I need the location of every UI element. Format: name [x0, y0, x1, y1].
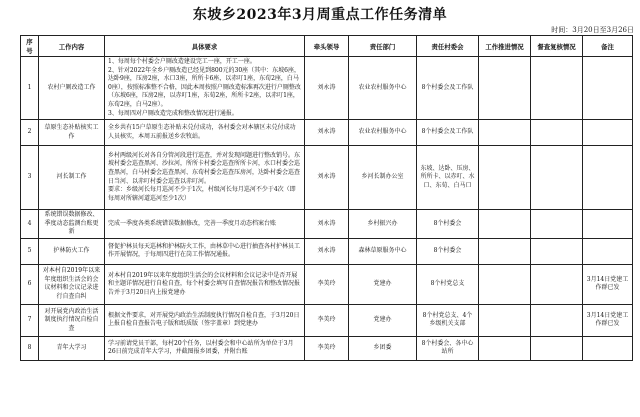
cell-remark: [583, 336, 633, 360]
requirement-line: 3、每周四对户厕改造完成和整改情况进行通报。: [108, 109, 238, 117]
cell-supervision: [531, 304, 583, 336]
cell-no: 2: [21, 120, 39, 146]
cell-content: 系统错误数据修改、季度动态监测台账更新: [39, 210, 105, 239]
cell-village: 8个村委会: [417, 210, 479, 239]
cell-dept: 农业农村服务中心: [349, 120, 417, 146]
cell-village: 8个村党总支: [417, 264, 479, 304]
requirement-line: 督促护林员每天巡林和护林防火工作，由林草中心进行抽查各村护林员工作开展情况，于每周四进行在岗工作情况通报。: [108, 242, 301, 259]
cell-village: 8个村委会: [417, 238, 479, 264]
cell-content: 草原生态补贴核实工作: [39, 120, 105, 146]
document-title: 东坡乡2023年3月周重点工作任务清单: [192, 7, 448, 23]
cell-progress: [479, 120, 531, 146]
header-supervision: 督查复核情况: [531, 36, 583, 57]
cell-requirement: [105, 336, 305, 360]
table-header-row: [21, 36, 633, 57]
cell-no: 8: [21, 336, 39, 360]
header-content: 工作内容: [39, 36, 105, 57]
table-row: [21, 57, 633, 120]
cell-supervision: [531, 210, 583, 239]
requirement-line: 全乡共有15户草原生态补贴未兑付成功，各村委会对本辖区未兑付成功人员核实，本周五前报送乡农牧站。: [108, 124, 296, 140]
cell-dept: 党建办: [349, 304, 417, 336]
cell-supervision: [531, 238, 583, 264]
cell-no: 5: [21, 238, 39, 264]
cell-no: 4: [21, 210, 39, 239]
header-leader: 牵头领导: [305, 36, 349, 57]
table-row: [21, 336, 633, 360]
cell-content: 河长制工作: [39, 146, 105, 210]
header-village: 责任村委会: [417, 36, 479, 57]
cell-content: 青年大学习: [39, 336, 105, 360]
cell-dept: 农业农村服务中心: [349, 57, 417, 120]
cell-progress: [479, 57, 531, 120]
table-row: [21, 238, 633, 264]
cell-remark: [583, 120, 633, 146]
cell-village: 东坡、达卧、压房、所所卡、以赤叮、水口、东荀、白马口: [417, 146, 479, 210]
cell-requirement: [105, 57, 305, 120]
header-progress: 工作推进情况: [479, 36, 531, 57]
cell-content: 农村户厕改造工作: [39, 57, 105, 120]
cell-leader: 李美玲: [305, 304, 349, 336]
cell-remark: [583, 57, 633, 120]
table-row: [21, 264, 633, 304]
cell-leader: 李美玲: [305, 336, 349, 360]
cell-dept: 森林草原服务中心: [349, 238, 417, 264]
header-remark: 备注: [583, 36, 633, 57]
cell-progress: [479, 210, 531, 239]
requirement-line: 对本村自2019年以来年度组织生活会的会议材料和会议记录中是否开展和主题详情况进行自检自查，每个村委会填写自查情况报告和整改情况报告并于3月20日内上报党建办: [108, 271, 301, 296]
table-row: [21, 210, 633, 239]
cell-leader: 刘永涛: [305, 57, 349, 120]
cell-leader: 刘永涛: [305, 120, 349, 146]
cell-progress: [479, 304, 531, 336]
requirement-line: 2、针对2022年全乡户厕改造已经见到800元的30座（其中：东坡6座，达卧9座，压房2座，水口3座，所所卡6座，以赤叮1座，东荀2座，白马0座），按照标准整不合格，因此本周按照户厕改造标准再次进行户厕整改（东坡6座，压房2座，以赤叮1座，东荀2座，所所卡2座，以赤叮1座，东荀2座，白马2座）。: [108, 66, 301, 108]
cell-requirement: [105, 120, 305, 146]
table-row: [21, 146, 633, 210]
cell-leader: 刘永涛: [305, 146, 349, 210]
table-body: [21, 57, 633, 361]
task-table: [20, 35, 633, 361]
cell-remark: [583, 210, 633, 239]
cell-no: 6: [21, 264, 39, 304]
cell-supervision: [531, 120, 583, 146]
cell-requirement: [105, 264, 305, 304]
cell-content: 对开展党内政治生活制度执行情况自检自查: [39, 304, 105, 336]
cell-supervision: [531, 146, 583, 210]
cell-supervision: [531, 336, 583, 360]
cell-requirement: [105, 238, 305, 264]
cell-dept: 乡村振兴办: [349, 210, 417, 239]
cell-requirement: [105, 304, 305, 336]
cell-leader: 刘永涛: [305, 210, 349, 239]
cell-progress: [479, 238, 531, 264]
cell-requirement: [105, 210, 305, 239]
cell-remark: 3月14日党建工作群已发: [583, 264, 633, 304]
cell-requirement: [105, 146, 305, 210]
cell-no: 3: [21, 146, 39, 210]
cell-village: 8个村党总支、4个乡级机关支部: [417, 304, 479, 336]
requirement-line: 完成一季度各类系统错误数据修改，完善一季度月动态档案台账: [108, 219, 277, 227]
cell-dept: 乡河长制办公室: [349, 146, 417, 210]
header-requirement: 具体要求: [105, 36, 305, 57]
cell-content: 对本村自2019年以来年度组织生活会的会议材料和会议记录进行自查自纠: [39, 264, 105, 304]
cell-leader: 刘永涛: [305, 238, 349, 264]
cell-content: 护林防火工作: [39, 238, 105, 264]
cell-village: 8个村委会、各中心站所: [417, 336, 479, 360]
cell-village: 8个村委会及工作队: [417, 57, 479, 120]
requirement-line: 要求：乡级河长每月巡河不少于1次，村级河长每月巡河不少于4次（即每周对所辖河道巡河至少1次）: [108, 186, 296, 202]
cell-no: 1: [21, 57, 39, 120]
table-row: [21, 120, 633, 146]
cell-supervision: [531, 264, 583, 304]
requirement-line: 乡村两级河长对各自分管河段进行巡查，并对发现问题进行整改销号。东坡村委会巡查黑河、沙拉河，所所卡村委会巡查所所卡河，水口村委会巡查黑河，白马村委会巡查黑河、东荀村委会巡查压房河，达卧村委会巡查日当河、以赤叮村委会巡查以赤叮河。: [108, 151, 301, 185]
cell-village: 8个村委会及工作队: [417, 120, 479, 146]
cell-progress: [479, 336, 531, 360]
cell-leader: 李美玲: [305, 264, 349, 304]
cell-supervision: [531, 57, 583, 120]
cell-dept: 乡团委: [349, 336, 417, 360]
cell-remark: [583, 238, 633, 264]
table-row: [21, 304, 633, 336]
header-dept: 责任部门: [349, 36, 417, 57]
cell-progress: [479, 264, 531, 304]
requirement-line: 1、每周每个村委会户厕改造建设完工一座，开工一座。: [108, 58, 256, 65]
cell-remark: [583, 146, 633, 210]
cell-dept: 党建办: [349, 264, 417, 304]
requirement-line: 学习前请党员干部，每村20个任务，以村委会和中心站所为单位于3月26日前完成青年大学习，并截图报乡团委，并附台账: [108, 339, 294, 356]
cell-progress: [479, 146, 531, 210]
header-no: 序号: [21, 36, 39, 57]
cell-remark: 3月14日党建工作群已发: [583, 304, 633, 336]
time-range: 时间：3月20日至3月26日: [551, 26, 634, 34]
requirement-line: 根据文件要求，对开展党内政治生活制度执行情况自检自查，于3月20日上报自检自查报告电子版和纸质版（签字盖章）到党建办: [108, 311, 300, 328]
cell-no: 7: [21, 304, 39, 336]
